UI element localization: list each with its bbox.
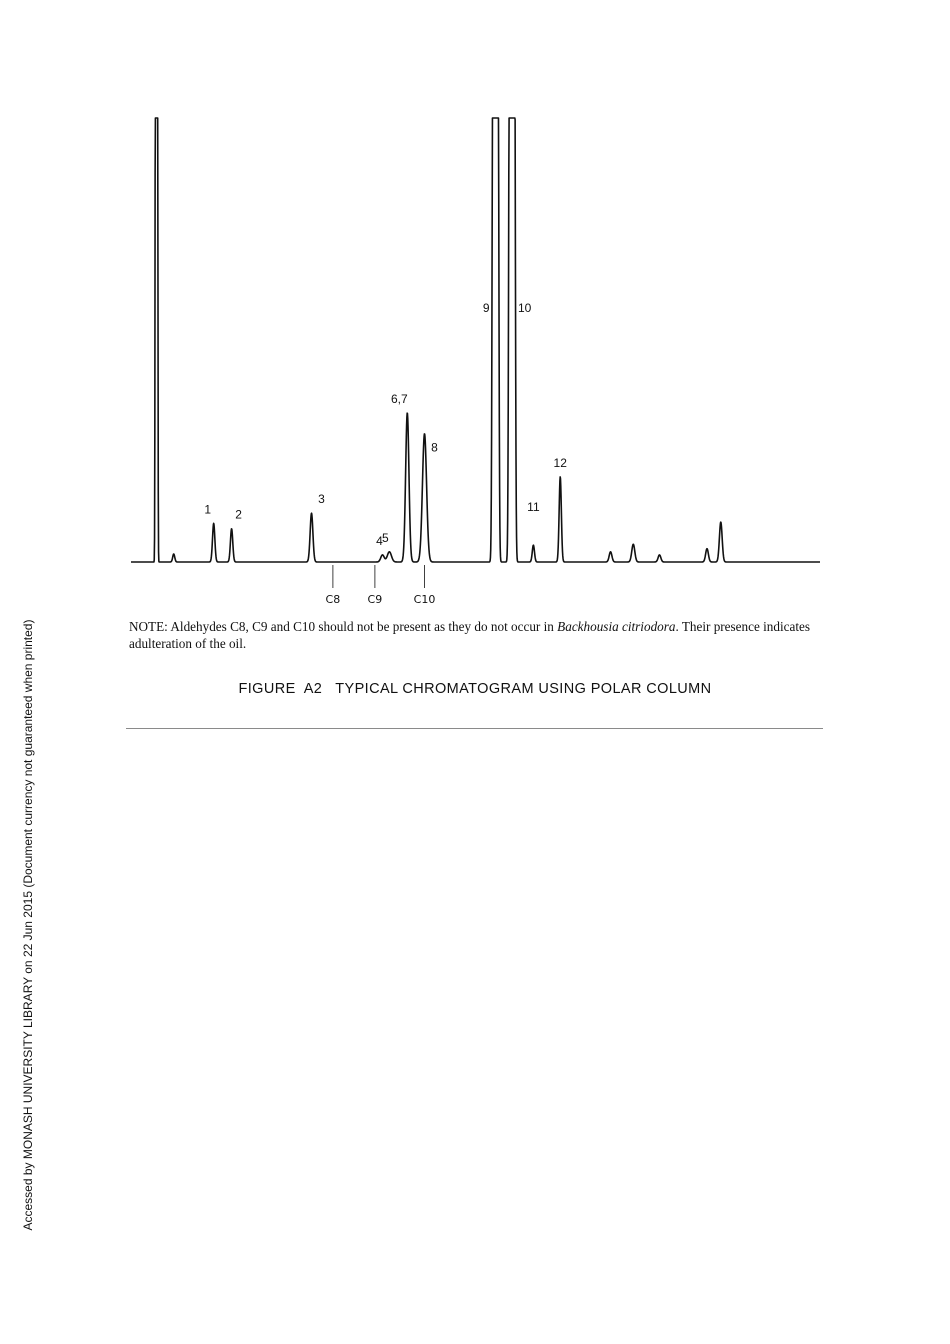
marker-label-c8: C8 (325, 593, 341, 606)
peak-label-9: 9 (482, 301, 490, 315)
peak-label-6-7: 6,7 (390, 391, 408, 406)
note-species: Backhousia citriodora (557, 619, 676, 634)
note-suffix: . Their presence indicates adulteration of the oil. (129, 619, 810, 651)
peak-label-5: 5 (382, 530, 389, 545)
access-stamp: Accessed by MONASH UNIVERSITY LIBRARY on 22 Jun 2015 (Document currency not guaranteed when printed) (21, 619, 35, 1231)
marker-label-c10: C10 (413, 593, 436, 606)
peak-label-1: 1 (204, 502, 212, 517)
marker-label-c9: C9 (367, 593, 383, 606)
figure-note (129, 618, 823, 652)
peak-label-3: 3 (318, 492, 325, 507)
section-divider (126, 728, 823, 729)
peak-label-11: 11 (527, 500, 540, 515)
note-prefix: NOTE: Aldehydes C8, C9 and C10 should not be present as they do not occur in (129, 619, 558, 634)
reference-markers (326, 565, 436, 606)
peak-label-2: 2 (235, 507, 242, 522)
peak-label-4: 4 (376, 533, 383, 548)
peak-label-8: 8 (431, 440, 438, 455)
chromatogram-trace (131, 118, 820, 562)
peak-label-12: 12 (553, 455, 567, 470)
peak-label-10: 10 (518, 301, 532, 315)
chromatogram-chart (0, 0, 950, 620)
peak-labels (204, 301, 567, 548)
figure-caption: FIGURE A2 TYPICAL CHROMATOGRAM USING POLAR COLUMN (238, 681, 712, 697)
